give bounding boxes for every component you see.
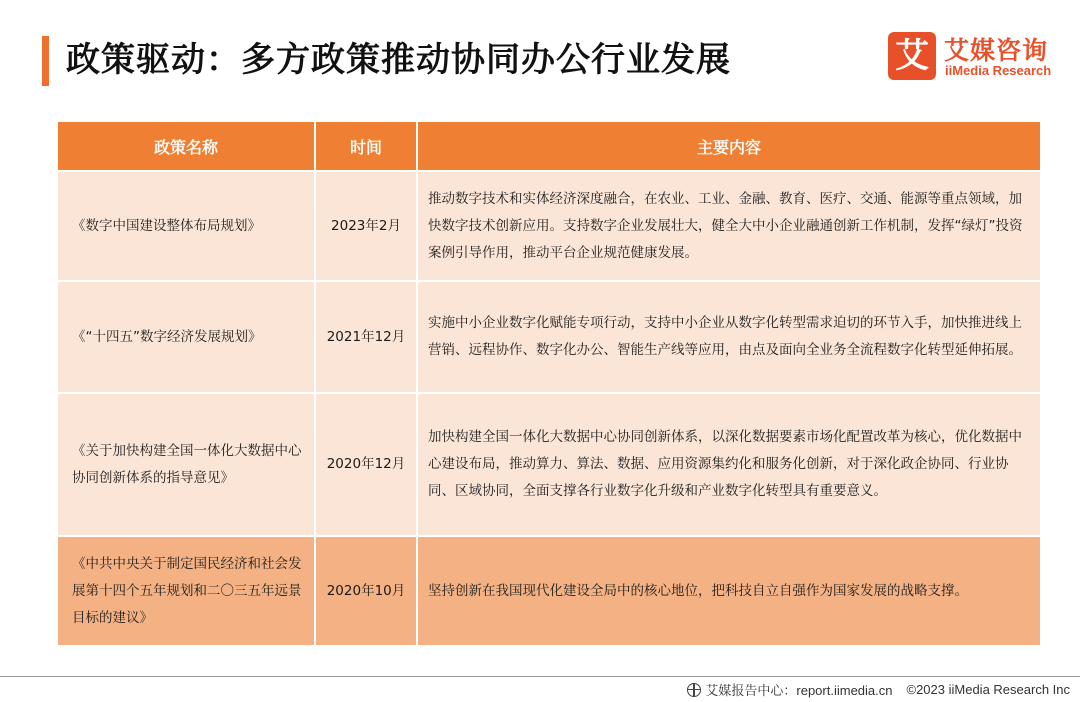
table-row <box>58 170 1040 280</box>
policy-content-cell: 推动数字技术和实体经济深度融合，在农业、工业、金融、教育、医疗、交通、能源等重点领域，加快数字技术创新应用。支持数字企业发展壮大，健全大中小企业融通创新工作机制，发挥“绿灯”投资案例引导作用，推动平台企业规范健康发展。 <box>418 170 1040 280</box>
policy-time-cell: 2023年2月 <box>316 170 418 280</box>
footer-copyright: ©2023 iiMedia Research Inc <box>906 682 1070 697</box>
header-time: 时间 <box>316 122 418 170</box>
policy-content-cell: 坚持创新在我国现代化建设全局中的核心地位，把科技自立自强作为国家发展的战略支撑。 <box>418 535 1040 645</box>
footer <box>687 680 1070 699</box>
policy-time-cell: 2020年10月 <box>316 535 418 645</box>
policy-table <box>58 122 1040 645</box>
header-main-content: 主要内容 <box>418 122 1040 170</box>
table-header-row <box>58 122 1040 170</box>
header-policy-name: 政策名称 <box>58 122 316 170</box>
policy-content-cell: 实施中小企业数字化赋能专项行动，支持中小企业从数字化转型需求迫切的环节入手，加快推进线上营销、远程协作、数字化办公、智能生产线等应用，由点及面向全业务全流程数字化转型延伸拓展。 <box>418 280 1040 392</box>
policy-name-cell: 《关于加快构建全国一体化大数据中心协同创新体系的指导意见》 <box>58 392 316 535</box>
policy-time-cell: 2021年12月 <box>316 280 418 392</box>
logo-mark: 艾 <box>888 32 936 80</box>
footer-divider <box>0 676 1080 677</box>
policy-name-cell: 《“十四五”数字经济发展规划》 <box>58 280 316 392</box>
logo-name-en: iiMedia Research <box>945 63 1052 78</box>
iimedia-logo <box>888 32 1068 82</box>
table-row <box>58 280 1040 392</box>
page-title: 政策驱动：多方政策推动协同办公行业发展 <box>66 40 731 80</box>
table-row <box>58 392 1040 535</box>
policy-name-cell: 《数字中国建设整体布局规划》 <box>58 170 316 280</box>
policy-name-cell: 《中共中央关于制定国民经济和社会发展第十四个五年规划和二〇三五年远景目标的建议》 <box>58 535 316 645</box>
table-row-highlighted <box>58 535 1040 645</box>
footer-source: 艾媒报告中心：report.iimedia.cn <box>705 683 893 698</box>
policy-time-cell: 2020年12月 <box>316 392 418 535</box>
globe-icon <box>687 683 701 697</box>
logo-name-cn: 艾媒咨询 <box>944 36 1049 65</box>
title-accent-bar <box>42 36 49 86</box>
policy-content-cell: 加快构建全国一体化大数据中心协同创新体系，以深化数据要素市场化配置改革为核心，优化数据中心建设布局，推动算力、算法、数据、应用资源集约化和服务化创新，对于深化政企协同、行业协同、区域协同，全面支撑各行业数字化升级和产业数字化转型具有重要意义。 <box>418 392 1040 535</box>
